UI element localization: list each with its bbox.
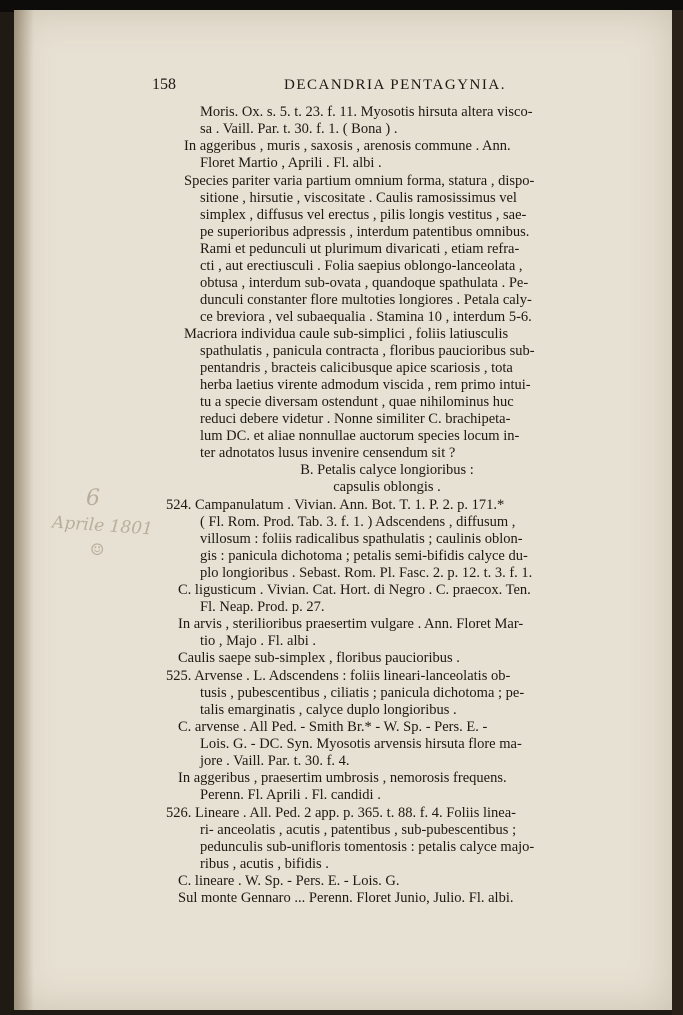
text-line: Rami et pedunculi ut plurimum divaricati , etiam refra- — [200, 241, 520, 257]
margin-note-glyph: ☺ — [90, 540, 105, 559]
text-line: ( Fl. Rom. Prod. Tab. 3. f. 1. ) Adscendens , diffusum , — [200, 514, 516, 530]
text-line: tu a specie diversam ostendunt , quae nihilominus huc — [200, 394, 514, 410]
text-line: pentandris , bracteis calicibusque apice scariosis , tota — [200, 360, 513, 376]
text-line: Fl. Neap. Prod. p. 27. — [200, 599, 325, 615]
text-line: reduci debere videtur . Nonne similiter C. brachipeta- — [200, 411, 511, 427]
text-line: In aggeribus , praesertim umbrosis , nemorosis frequens. — [178, 770, 507, 786]
page-gutter-shadow — [14, 10, 34, 1010]
text-line: In arvis , sterilioribus praesertim vulgare . Ann. Floret Mar- — [178, 616, 524, 632]
text-line: Caulis saepe sub-simplex , floribus paucioribus . — [178, 650, 460, 666]
text-line: C. arvense . All Ped. - Smith Br.* - W. Sp. - Pers. E. - — [178, 719, 488, 735]
page-edge — [672, 10, 683, 1015]
text-line: C. ligusticum . Vivian. Cat. Hort. di Negro . C. praecox. Ten. — [178, 582, 531, 598]
text-line: simplex , diffusus vel erectus , pilis longis vestitus , sae- — [200, 207, 527, 223]
text-line: ribus , acutis , bifidis . — [200, 856, 329, 872]
text-line: cti , aut erectiusculi . Folia saepius oblongo-lanceolata , — [200, 258, 523, 274]
text-line: pe superioribus adpressis , interdum patentibus omnibus. — [200, 224, 530, 240]
text-line: plo longioribus . Sebast. Rom. Pl. Fasc. 2. p. 12. t. 3. f. 1. — [200, 565, 533, 581]
margin-note-date: Aprile 1801 — [51, 512, 154, 540]
text-line: Sul monte Gennaro ... Perenn. Floret Junio, Julio. Fl. albi. — [178, 890, 514, 906]
text-line: Perenn. Fl. Aprili . Fl. candidi . — [200, 787, 381, 803]
text-line: Lois. G. - DC. Syn. Myosotis arvensis hirsuta flore ma- — [200, 736, 522, 752]
text-line: sa . Vaill. Par. t. 30. f. 1. ( Bona ) . — [200, 121, 398, 137]
species-entry-525: 525. Arvense . L. Adscendens : foliis lineari-lanceolatis ob- — [166, 668, 511, 684]
page-number: 158 — [152, 76, 176, 93]
text-line: ri- anceolatis , acutis , patentibus , sub-pubescentibus ; — [200, 822, 517, 838]
text-line: sitione , hirsutie , viscositate . Caulis ramosissimus vel — [200, 190, 517, 206]
text-line: dunculi constanter flore multoties longiores . Petala caly- — [200, 292, 532, 308]
species-entry-524: 524. Campanulatum . Vivian. Ann. Bot. T. 1. P. 2. p. 171.* — [166, 497, 505, 513]
running-head: DECANDRIA PENTAGYNIA. — [284, 77, 506, 93]
text-line: herba laetius virente admodum viscida , rem primo intui- — [200, 377, 531, 393]
species-entry-526: 526. Lineare . All. Ped. 2 app. p. 365. t. 88. f. 4. Foliis linea- — [166, 805, 516, 821]
text-line: gis : panicula dichotoma ; petalis semi-bifidis calyce du- — [200, 548, 528, 564]
text-line: Moris. Ox. s. 5. t. 23. f. 11. Myosotis hirsuta altera visco- — [200, 104, 533, 120]
text-line: villosum : foliis radicalibus spathulatis ; caulinis oblon- — [200, 531, 523, 547]
text-line: tusis , pubescentibus , ciliatis ; panicula dichotoma ; pe- — [200, 685, 525, 701]
text-line: ter adnotatos lusus invenire censendum sit ? — [200, 445, 456, 461]
margin-note-number: 6 — [86, 486, 100, 511]
text-line: jore . Vaill. Par. t. 30. f. 4. — [200, 753, 350, 769]
text-line: talis emarginatis , calyce duplo longioribus . — [200, 702, 457, 718]
text-line: Species pariter varia partium omnium forma, statura , dispo- — [184, 173, 535, 189]
text-line: pedunculis sub-unifloris tomentosis : petalis calyce majo- — [200, 839, 535, 855]
variety-heading: capsulis oblongis . — [333, 479, 441, 495]
variety-heading: B. Petalis calyce longioribus : — [300, 462, 474, 478]
text-line: obtusa , interdum sub-ovata , quandoque spathulata . Pe- — [200, 275, 529, 291]
text-line: lum DC. et aliae nonnullae auctorum species locum in- — [200, 428, 520, 444]
text-line: C. lineare . W. Sp. - Pers. E. - Lois. G. — [178, 873, 400, 889]
text-line: In aggeribus , muris , saxosis , arenosis commune . Ann. — [184, 138, 511, 154]
text-line: tio , Majo . Fl. albi . — [200, 633, 316, 649]
text-line: spathulatis , panicula contracta , floribus paucioribus sub- — [200, 343, 535, 359]
text-line: Floret Martio , Aprili . Fl. albi . — [200, 155, 382, 171]
text-line: ce breviora , vel subaequalia . Stamina 10 , interdum 5-6. — [200, 309, 532, 325]
text-line: Macriora individua caule sub-simplici , foliis latiusculis — [184, 326, 509, 342]
page-header — [152, 76, 622, 96]
